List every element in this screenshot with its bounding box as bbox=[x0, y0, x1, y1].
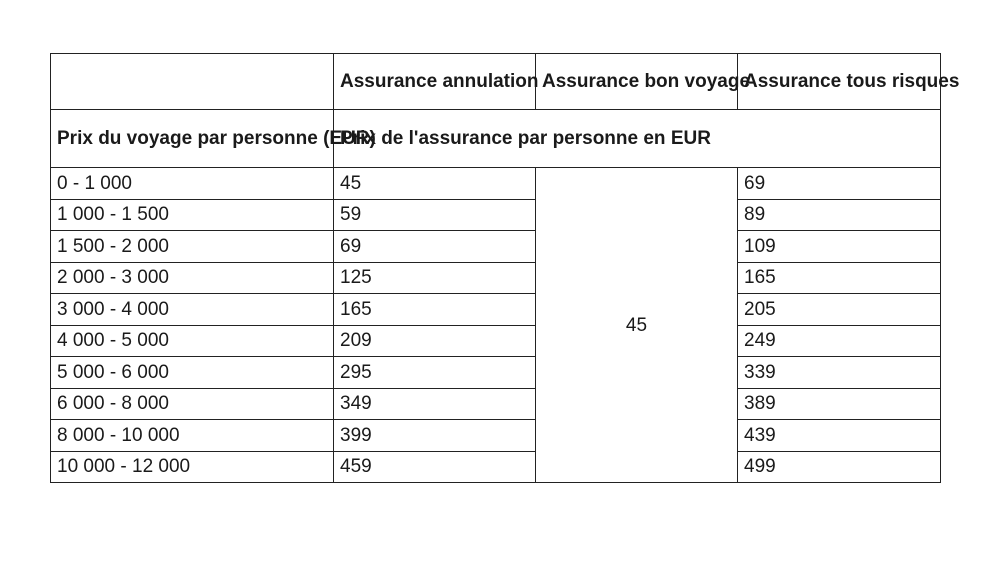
table-row bbox=[51, 451, 941, 483]
annulation-price-cell: 399 bbox=[334, 420, 536, 452]
tous-risques-price-cell: 249 bbox=[738, 325, 941, 357]
price-range-cell: 10 000 - 12 000 bbox=[51, 451, 334, 483]
table-row bbox=[51, 262, 941, 294]
table-row bbox=[51, 231, 941, 263]
price-range-cell: 6 000 - 8 000 bbox=[51, 388, 334, 420]
table-row bbox=[51, 294, 941, 326]
tous-risques-price-cell: 109 bbox=[738, 231, 941, 263]
price-range-cell: 0 - 1 000 bbox=[51, 168, 334, 200]
insurance-price-subheading: Prix de l'assurance par personne en EUR bbox=[334, 110, 941, 168]
header-assurance-tous-risques: Assurance tous risques bbox=[738, 54, 941, 110]
bon-voyage-price-cell: 45 bbox=[536, 168, 738, 483]
annulation-price-cell: 349 bbox=[334, 388, 536, 420]
price-range-cell: 8 000 - 10 000 bbox=[51, 420, 334, 452]
annulation-price-cell: 459 bbox=[334, 451, 536, 483]
price-range-cell: 2 000 - 3 000 bbox=[51, 262, 334, 294]
tous-risques-price-cell: 165 bbox=[738, 262, 941, 294]
price-range-cell: 1 000 - 1 500 bbox=[51, 199, 334, 231]
tous-risques-price-cell: 205 bbox=[738, 294, 941, 326]
annulation-price-cell: 209 bbox=[334, 325, 536, 357]
price-range-cell: 3 000 - 4 000 bbox=[51, 294, 334, 326]
annulation-price-cell: 295 bbox=[334, 357, 536, 389]
annulation-price-cell: 59 bbox=[334, 199, 536, 231]
price-range-cell: 5 000 - 6 000 bbox=[51, 357, 334, 389]
trip-price-header: Prix du voyage par personne (EUR) bbox=[51, 110, 334, 168]
price-range-cell: 1 500 - 2 000 bbox=[51, 231, 334, 263]
table-row bbox=[51, 199, 941, 231]
price-range-cell: 4 000 - 5 000 bbox=[51, 325, 334, 357]
table-row bbox=[51, 168, 941, 200]
table-row bbox=[51, 325, 941, 357]
subheader-row bbox=[51, 110, 941, 168]
tous-risques-price-cell: 499 bbox=[738, 451, 941, 483]
tous-risques-price-cell: 89 bbox=[738, 199, 941, 231]
tous-risques-price-cell: 339 bbox=[738, 357, 941, 389]
header-assurance-annulation: Assurance annulation bbox=[334, 54, 536, 110]
annulation-price-cell: 69 bbox=[334, 231, 536, 263]
tous-risques-price-cell: 439 bbox=[738, 420, 941, 452]
table-row bbox=[51, 420, 941, 452]
table-body bbox=[51, 54, 960, 483]
annulation-price-cell: 45 bbox=[334, 168, 536, 200]
table-row bbox=[51, 388, 941, 420]
tous-risques-price-cell: 389 bbox=[738, 388, 941, 420]
annulation-price-cell: 165 bbox=[334, 294, 536, 326]
header-assurance-bon-voyage: Assurance bon voyage bbox=[536, 54, 738, 110]
header-row bbox=[51, 54, 941, 110]
annulation-price-cell: 125 bbox=[334, 262, 536, 294]
insurance-price-table bbox=[50, 53, 960, 483]
table-row bbox=[51, 357, 941, 389]
corner-cell bbox=[51, 54, 334, 110]
tous-risques-price-cell: 69 bbox=[738, 168, 941, 200]
